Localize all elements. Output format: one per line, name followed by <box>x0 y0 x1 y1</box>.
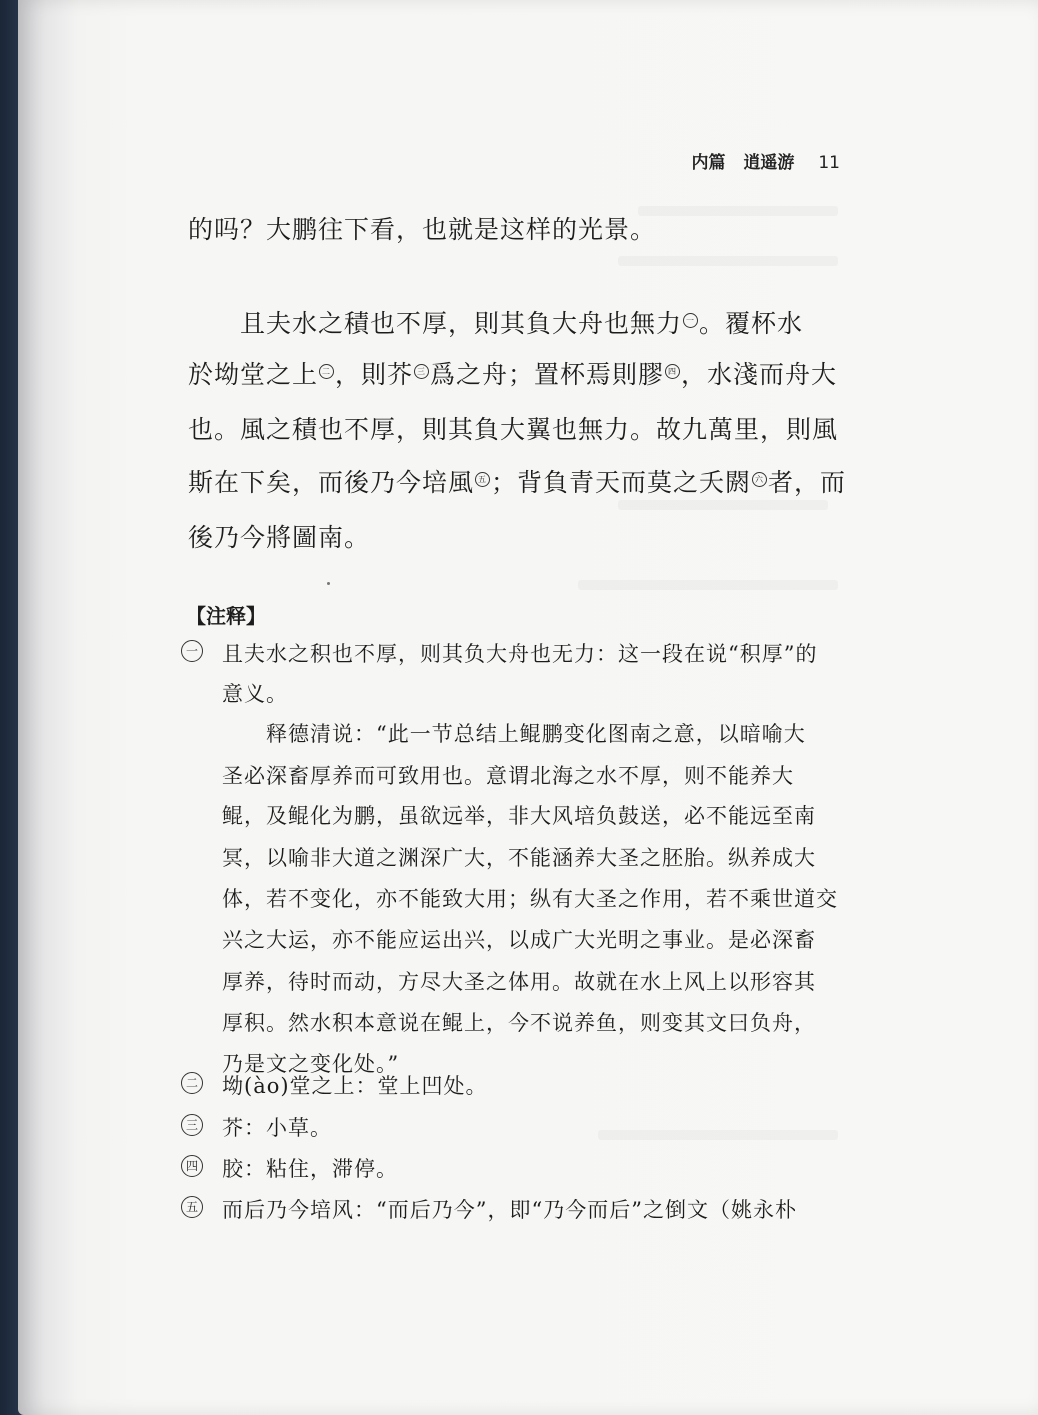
note-ref-5[interactable]: 五 <box>475 472 490 487</box>
show-through <box>618 256 838 266</box>
note-1-quote-4: 冥，以喻非大道之渊深广大，不能涵养大圣之胚胎。纵养成大 <box>222 846 816 870</box>
body-line-3: 於坳堂之上 二 ，則芥 三 爲之舟；置杯焉則膠 四 ，水淺而舟大 <box>188 360 838 389</box>
body-line-1: 的吗？大鹏往下看，也就是这样的光景。 <box>188 215 657 244</box>
note-1-quote-7: 厚养，待时而动，方尽大圣之体用。故就在水上风上以形容其 <box>222 970 816 994</box>
note-1-quote-6: 兴之大运，亦不能应运出兴，以成广大光明之事业。是必深畜 <box>222 928 816 952</box>
body-line-5: 斯在下矣，而後乃今培風 五 ；背負青天而莫之夭閼 六 者，而 <box>188 468 847 497</box>
notes-heading: 【注释】 <box>186 604 266 628</box>
note-marker-4: 四 <box>181 1155 203 1177</box>
note-marker-2: 二 <box>181 1072 203 1094</box>
note-ref-2[interactable]: 二 <box>319 364 334 379</box>
note-5: 而后乃今培风：“而后乃今”，即“乃今而后”之倒文（姚永朴 <box>222 1198 797 1222</box>
show-through <box>618 500 828 510</box>
header-section: 内篇 <box>691 153 726 173</box>
body-line-4: 也。風之積也不厚，則其負大翼也無力。故九萬里，則風 <box>188 415 839 444</box>
note-1-line-1: 且夫水之积也不厚，则其负大舟也无力：这一段在说“积厚”的 <box>222 642 818 666</box>
note-2: 坳(ào)堂之上：堂上凹处。 <box>222 1074 488 1098</box>
note-ref-6[interactable]: 六 <box>752 472 767 487</box>
page-number: 11 <box>818 153 840 173</box>
note-1-line-2: 意义。 <box>222 682 288 706</box>
note-marker-5: 五 <box>181 1196 203 1218</box>
show-through <box>578 580 838 590</box>
body-line-6: 後乃今將圖南。 <box>188 523 371 552</box>
note-1-quote-5: 体，若不变化，亦不能致大用；纵有大圣之作用，若不乘世道交 <box>222 887 838 911</box>
note-3: 芥：小草。 <box>222 1116 332 1140</box>
note-1-quote-8: 厚积。然水积本意说在鲲上，今不说养鱼，则变其文曰负舟， <box>222 1011 816 1035</box>
note-1-quote-9: 乃是文之变化处。” <box>222 1052 400 1076</box>
note-ref-3[interactable]: 三 <box>414 364 429 379</box>
note-1-quote-1: 释德清说：“此一节总结上鲲鹏变化图南之意，以暗喻大 <box>266 722 806 746</box>
note-ref-4[interactable]: 四 <box>665 364 680 379</box>
running-header <box>578 148 840 173</box>
page-dot <box>327 582 330 585</box>
note-marker-3: 三 <box>181 1114 203 1136</box>
note-marker-1: 一 <box>181 640 203 662</box>
note-4: 胶：粘住，滞停。 <box>222 1157 398 1181</box>
show-through <box>598 1130 838 1140</box>
header-chapter: 逍遥游 <box>743 153 795 173</box>
body-line-2: 且夫水之積也不厚，則其負大舟也無力 一 。覆杯水 <box>240 309 804 338</box>
note-ref-1[interactable]: 一 <box>683 313 698 328</box>
note-1-quote-3: 鲲，及鲲化为鹏，虽欲远举，非大风培负鼓送，必不能远至南 <box>222 804 816 828</box>
note-1-quote-2: 圣必深畜厚养而可致用也。意谓北海之水不厚，则不能养大 <box>222 764 794 788</box>
